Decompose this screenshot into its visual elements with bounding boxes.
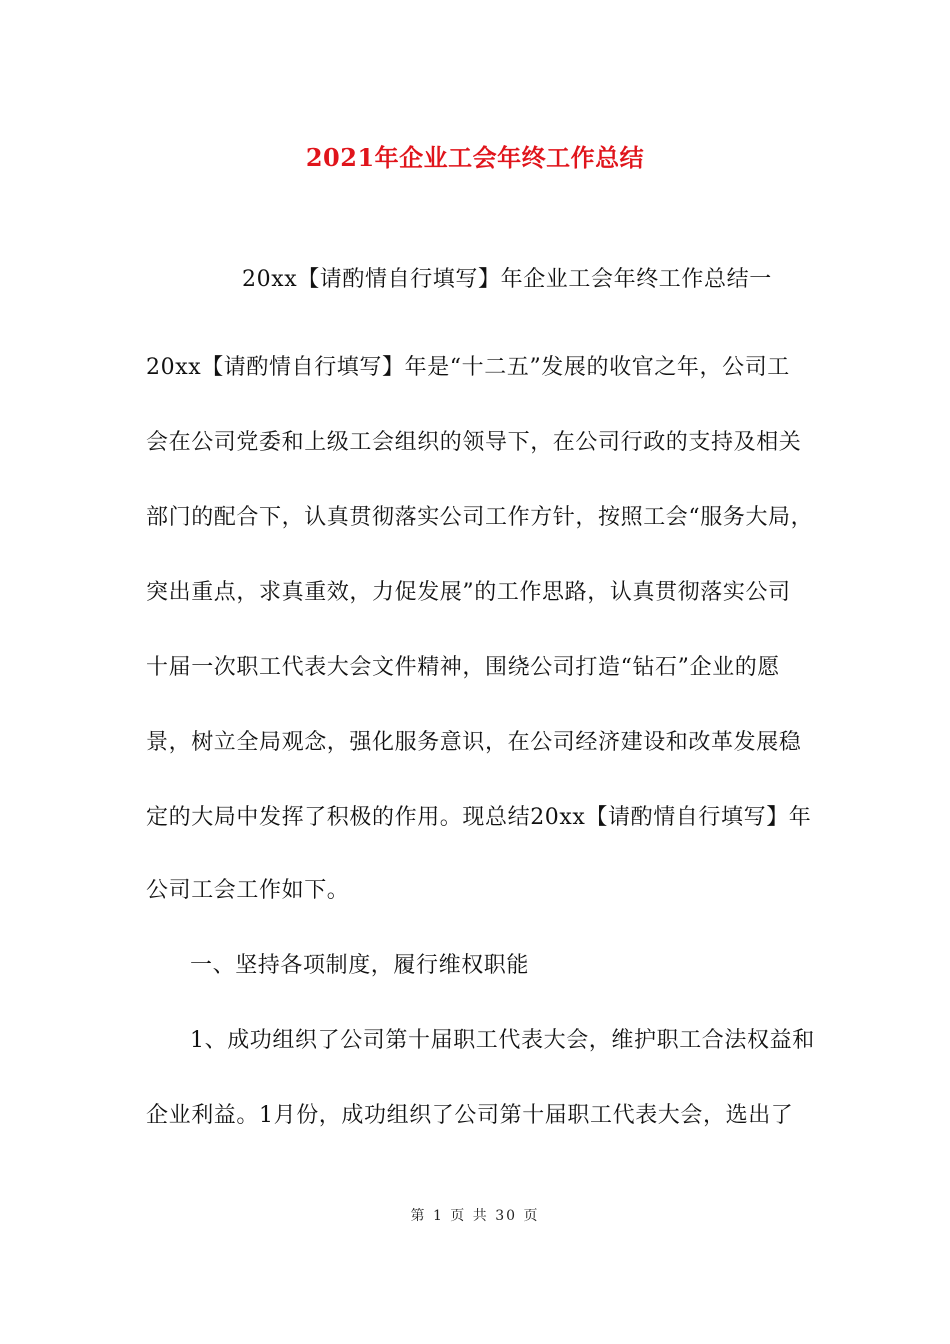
page-number: 第 1 页 共 30 页 bbox=[410, 1208, 540, 1224]
paragraph-line: 企业利益。1月份，成功组织了公司第十届职工代表大会，选出了 bbox=[146, 1103, 794, 1128]
paragraph-line: 十届一次职工代表大会文件精神，围绕公司打造“钻石”企业的愿 bbox=[146, 655, 780, 680]
paragraph-line: 公司工会工作如下。 bbox=[146, 878, 350, 903]
section-heading: 一、坚持各项制度，履行维权职能 bbox=[190, 953, 530, 978]
paragraph-line: 突出重点，求真重效，力促发展”的工作思路，认真贯彻落实公司 bbox=[146, 580, 791, 605]
document-title: 2021年企业工会年终工作总结 bbox=[305, 143, 645, 172]
paragraph-line: 景，树立全局观念，强化服务意识，在公司经济建设和改革发展稳 bbox=[146, 730, 802, 755]
paragraph-line: 1、成功组织了公司第十届职工代表大会，维护职工合法权益和 bbox=[190, 1028, 815, 1053]
paragraph-line: 20xx【请酌情自行填写】年企业工会年终工作总结一 bbox=[242, 267, 772, 292]
paragraph-line: 20xx【请酌情自行填写】年是“十二五”发展的收官之年，公司工 bbox=[146, 355, 790, 380]
paragraph-line: 部门的配合下，认真贯彻落实公司工作方针，按照工会“服务大局， bbox=[146, 505, 814, 530]
paragraph-line: 定的大局中发挥了积极的作用。现总结20xx【请酌情自行填写】年 bbox=[146, 805, 812, 830]
paragraph-line: 会在公司党委和上级工会组织的领导下，在公司行政的支持及相关 bbox=[146, 430, 802, 455]
